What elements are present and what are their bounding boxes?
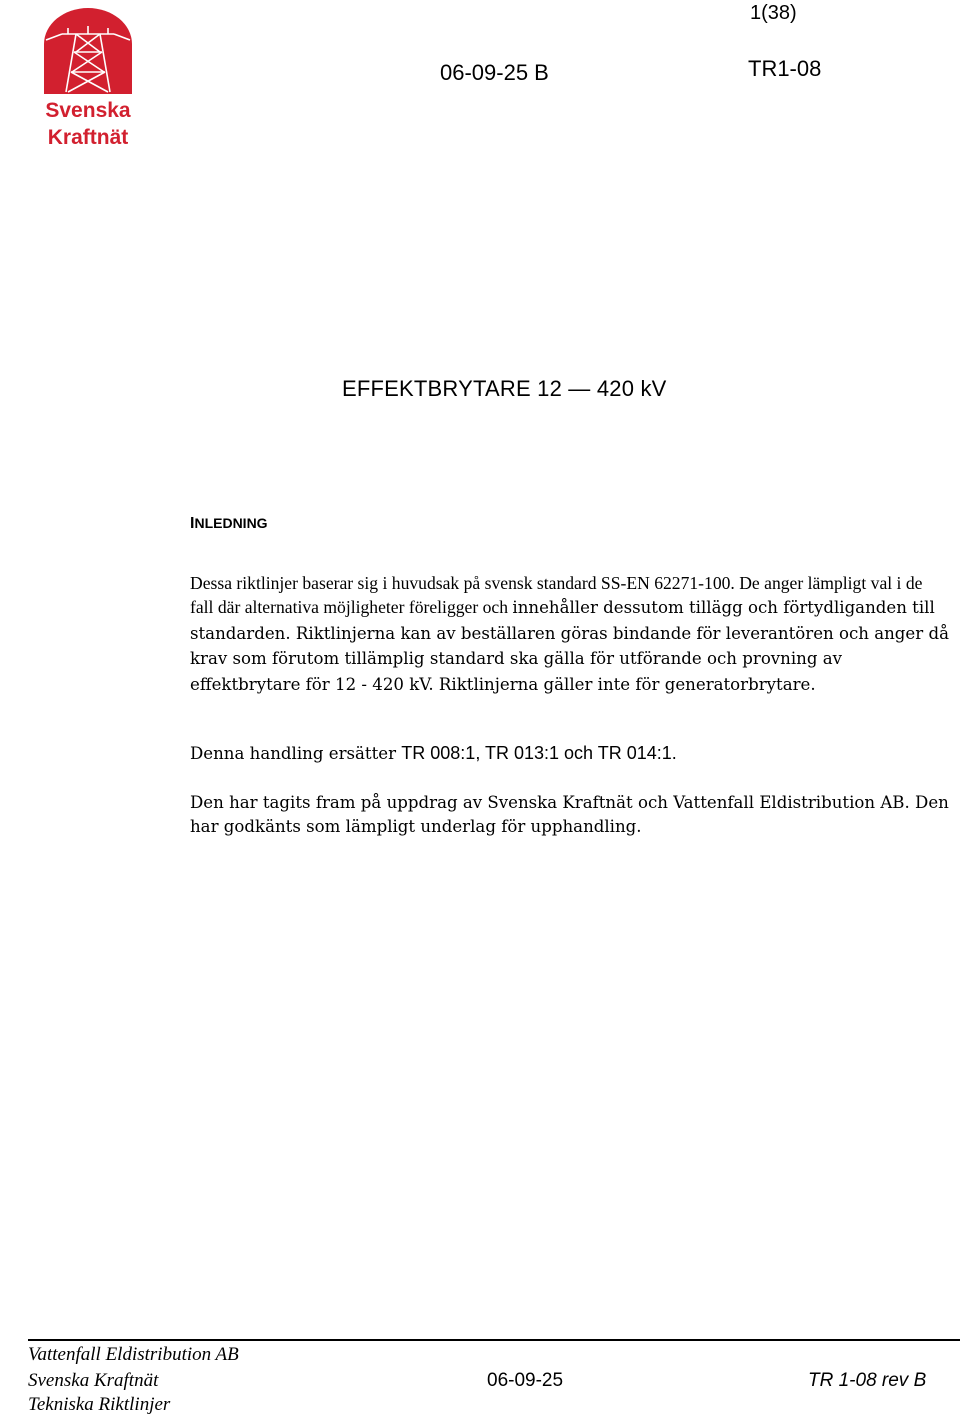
logo-text-line1: Svenska [45, 99, 131, 122]
footer-divider [28, 1339, 960, 1341]
footer-organization-1: Vattenfall Eldistribution AB [28, 1344, 239, 1365]
replacement-lead: Denna handling ersätter [190, 744, 402, 763]
footer-reference: TR 1-08 rev B [808, 1370, 927, 1391]
replacement-refs: TR 008:1, TR 013:1 och TR 014:1. [401, 743, 677, 763]
replacement-paragraph [190, 741, 950, 766]
document-date-revision: 06-09-25 B [440, 60, 549, 85]
intro-paragraph-part1: Dessa riktlinjer baserar sig i huvudsak på svensk standard SS-EN 62271-100. De anger lämpligt val i de fall där alternativa möjligheter föreligger och [190, 573, 923, 618]
section-heading-rest: NLEDNING [194, 515, 268, 531]
footer-organization-2: Svenska Kraftnät [28, 1370, 159, 1391]
document-title: EFFEKTBRYTARE 12 — 420 kV [342, 376, 667, 401]
section-heading-initial: I [190, 515, 195, 532]
section-heading [190, 515, 268, 533]
commission-paragraph: Den har tagits fram på uppdrag av Svenska Kraftnät och Vattenfall Eldistribution AB. Den har godkänts som lämpligt underlag för upphandling. [190, 793, 949, 837]
logo-text-line2: Kraftnät [47, 126, 129, 149]
document-id: TR1-08 [748, 56, 822, 81]
footer-date: 06-09-25 [487, 1370, 564, 1391]
page-number: 1(38) [750, 2, 797, 24]
svenska-kraftnat-logo [38, 6, 138, 152]
logo-emblem-icon [38, 6, 138, 152]
intro-paragraph [190, 571, 950, 697]
footer-document-type: Tekniska Riktlinjer [28, 1394, 171, 1415]
intro-paragraph-part2: innehåller dessutom tillägg och förtydliganden till standarden. Riktlinjerna kan av beställaren göras bindande för leverantören och anger då krav som förutom tillämplig standard ska gälla för utförande och provning av effektbrytare för 12 - 420 kV. Riktlinjerna gäller inte för generatorbrytare. [190, 598, 949, 694]
